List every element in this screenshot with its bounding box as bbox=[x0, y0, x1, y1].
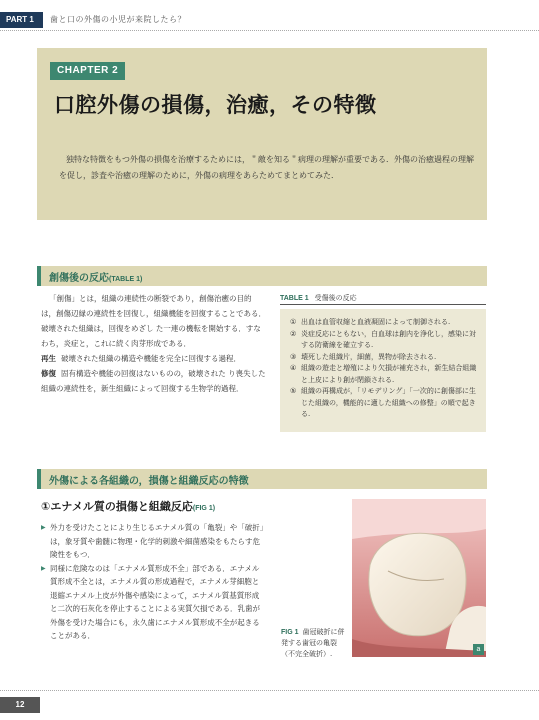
figure-caption-text: 歯冠破折に併発する歯冠の亀裂（不完全破折）. bbox=[281, 628, 345, 658]
triangle-bullet-icon: ▶ bbox=[41, 564, 46, 572]
figure-label: FIG 1 bbox=[281, 629, 299, 636]
term-regeneration bbox=[41, 351, 266, 366]
part-label: PART 1 bbox=[0, 12, 43, 28]
term-label: 再生 bbox=[41, 354, 56, 363]
section-heading-text: 創傷後の反応 bbox=[49, 273, 109, 284]
list-item: ⑤ 組織の再構成が，「リモデリング」「一次的に創傷部に生じた組織の，機能的に適した組織への修整」の順で起きる. bbox=[290, 387, 476, 418]
subsection-ref: (FIG 1) bbox=[192, 505, 216, 512]
bullet-list bbox=[41, 521, 266, 643]
chapter-lead: 独特な特徴をもつ外傷の損傷を治療するためには，＂敵を知る＂病理の理解が重要である．外傷の治癒過程の理解を促し，診査や治癒の理解のために，外傷の病理をあらためてまとめてみた． bbox=[59, 155, 474, 180]
chapter-title: 口腔外傷の損傷，治癒，その特徴 bbox=[54, 93, 377, 117]
triangle-bullet-icon: ▶ bbox=[41, 524, 46, 531]
page-header bbox=[0, 0, 539, 30]
clinical-photo bbox=[352, 499, 486, 657]
section-heading-wound-response bbox=[37, 266, 487, 286]
list-item: ③ 壊死した組織片，細菌，異物が除去される. bbox=[290, 352, 437, 361]
section-heading-text: 外傷による各組織の，損傷と組織反応の特徴 bbox=[49, 476, 249, 487]
chapter-label: CHAPTER 2 bbox=[50, 62, 125, 80]
chapter-banner bbox=[37, 48, 487, 220]
table-title: 受傷後の反応 bbox=[314, 294, 357, 302]
table-caption bbox=[280, 293, 357, 303]
term-definition: 固有構造や機能の回復はないものの，破壊された り喪失した組織の連続性を，新生組織によって回復する生物学的過程． bbox=[41, 369, 266, 393]
header-divider bbox=[0, 30, 539, 31]
footer-divider bbox=[0, 690, 539, 691]
figure-caption bbox=[281, 627, 349, 660]
section-heading-ref: (TABLE 1) bbox=[109, 276, 143, 283]
term-definition: 破壊された組織の構造や機能を完全に回復する過程． bbox=[61, 354, 241, 363]
table-label: TABLE 1 bbox=[280, 295, 309, 302]
list-item: ▶ 外力を受けたことにより生じるエナメル質の「亀裂」や「破折」は，象牙質や歯髄に物理・化学的刺激や細菌感染をもたらす危険性をもつ． bbox=[41, 521, 266, 562]
table-body bbox=[280, 309, 486, 432]
section-heading-tissue-features bbox=[37, 469, 487, 489]
list-item: ④ 組織の遊走と増殖により欠損が補充され，新生結合組織と上皮により創が閉鎖される. bbox=[290, 364, 477, 384]
table-rule bbox=[280, 304, 486, 305]
list-item: ▶ 同様に危険なのは「エナメル質形成不全」部である．エナメル質形成不全とは，エナメル質の形成過程で，エナメル芽細胞と退縮エナメル上皮が外傷や感染によって，エナメル質基質形成と二次的石灰化を停止することによる実質欠損である．乳歯が外傷を受けた場合にも，永久歯にエナメル質形成不全が起きることがある． bbox=[41, 562, 266, 643]
running-title: 歯と口の外傷の小児が来院したら？ bbox=[50, 15, 186, 24]
page-number: 12 bbox=[0, 697, 40, 713]
tooth-photo-illustration bbox=[352, 499, 486, 657]
section1-paragraph: 「創傷」とは，組織の連続性の断裂であり，創傷治癒の目的は，創傷辺縁の連続性を回復し，組織機能を回復することである．破壊された組織は，回復をめざし た一連の機転を開始する．すなわち，炎症と，これに続く肉芽形成である． bbox=[41, 294, 266, 348]
term-label: 修復 bbox=[41, 369, 56, 378]
list-item: ② 炎症反応にともない，白血球は創内を浄化し，感染に対する防衛線を確立する. bbox=[290, 329, 476, 349]
figure-panel-badge: a bbox=[473, 644, 484, 655]
subsection-title: ①エナメル質の損傷と組織反応(FIG 1) bbox=[41, 500, 216, 513]
section1-body bbox=[41, 291, 266, 396]
list-item: ① 出血は血管収縮と血液凝固によって制御される. bbox=[290, 318, 451, 326]
term-repair bbox=[41, 366, 266, 396]
